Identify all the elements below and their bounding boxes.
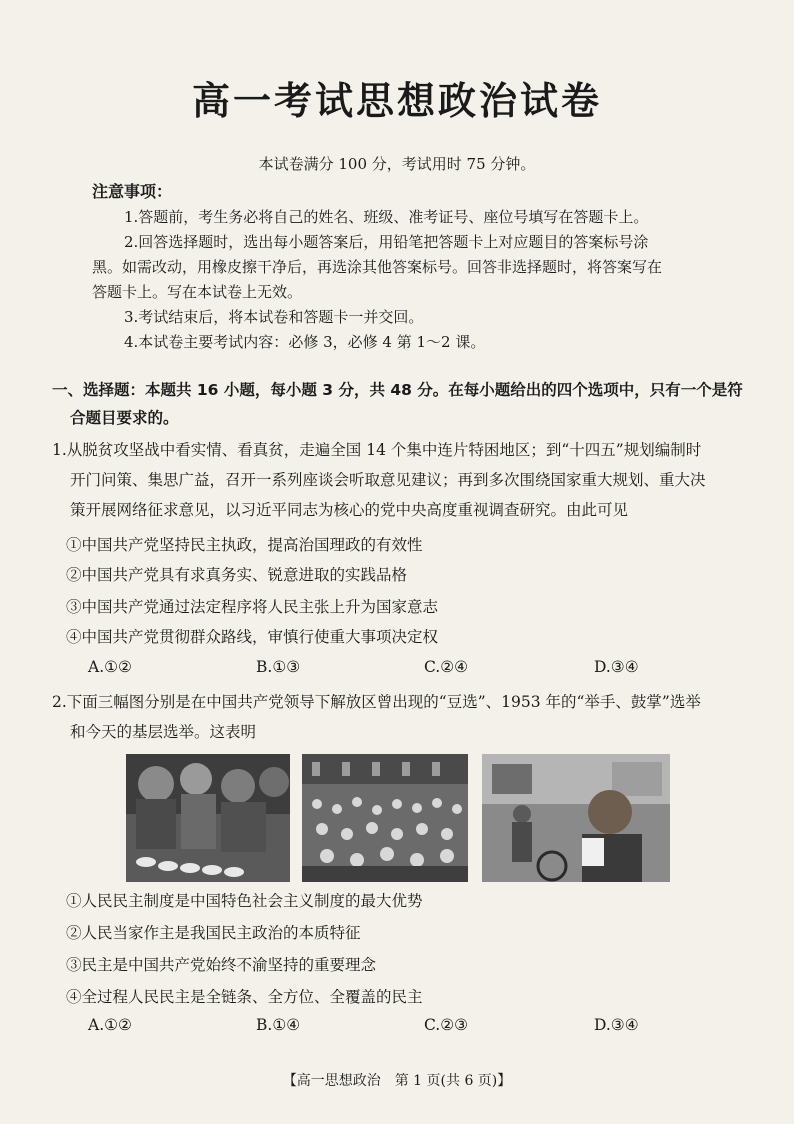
q1-stem: 策开展网络征求意见，以习近平同志为核心的党中央高度重视调查研究。由此可见 [70, 501, 629, 519]
q2-stem: 和今天的基层选举。这表明 [70, 723, 257, 741]
q2-option-c: C.②③ [424, 1016, 469, 1034]
notice-line: 黑。如需改动，用橡皮擦干净后，再选涂其他答案标号。回答非选择题时，将答案写在 [92, 258, 663, 276]
q1-item: ②中国共产党具有求真务实、锐意进取的实践品格 [66, 566, 408, 584]
notice-line: 4.本试卷主要考试内容：必修 3，必修 4 第 1～2 课。 [124, 333, 486, 351]
notice-line: 3.考试结束后，将本试卷和答题卡一并交回。 [124, 308, 424, 326]
photo-show-of-hands-vote [302, 754, 468, 882]
q1-option-c: C.②④ [424, 658, 469, 676]
photo-grassroots-election [482, 754, 670, 882]
q1-item: ①中国共产党坚持民主执政，提高治国理政的有效性 [66, 536, 423, 554]
photo-bean-vote [126, 754, 290, 882]
q2-item: ③民主是中国共产党始终不渝坚持的重要理念 [66, 956, 377, 974]
q2-stem: 2.下面三幅图分别是在中国共产党领导下解放区曾出现的“豆选”、1953 年的“举手、鼓掌”选举 [52, 693, 701, 711]
q1-item: ④中国共产党贯彻群众路线，审慎行使重大事项决定权 [66, 628, 439, 646]
q1-option-b: B.①③ [256, 658, 301, 676]
q2-item: ④全过程人民民主是全链条、全方位、全覆盖的民主 [66, 988, 423, 1006]
q2-option-a: A.①② [88, 1016, 132, 1034]
section-heading-cont: 合题目要求的。 [70, 409, 179, 427]
q1-option-a: A.①② [88, 658, 132, 676]
q2-option-b: B.①④ [256, 1016, 301, 1034]
notice-line: 1.答题前，考生务必将自己的姓名、班级、准考证号、座位号填写在答题卡上。 [124, 208, 649, 226]
q2-option-d: D.③④ [594, 1016, 639, 1034]
q1-stem: 开门问策、集思广益，召开一系列座谈会听取意见建议；再到多次围绕国家重大规划、重大决 [70, 471, 706, 489]
notice-line: 答题卡上。写在本试卷上无效。 [92, 283, 303, 301]
page-footer: 【高一思想政治 第 1 页(共 6 页)】 [282, 1073, 512, 1089]
exam-info: 本试卷满分 100 分，考试用时 75 分钟。 [258, 155, 536, 173]
q1-item: ③中国共产党通过法定程序将人民主张上升为国家意志 [66, 598, 439, 616]
notice-heading: 注意事项： [92, 182, 173, 201]
q2-item: ②人民当家作主是我国民主政治的本质特征 [66, 924, 361, 942]
section-heading: 一、选择题：本题共 16 小题，每小题 3 分，共 48 分。在每小题给出的四个选项中，只有一个是符 [52, 381, 743, 399]
q2-item: ①人民民主制度是中国特色社会主义制度的最大优势 [66, 892, 423, 910]
q1-stem: 1.从脱贫攻坚战中看实情、看真贫，走遍全国 14 个集中连片特困地区；到“十四五”规划编制时 [52, 441, 702, 459]
q1-option-d: D.③④ [594, 658, 639, 676]
notice-line: 2.回答选择题时，选出每小题答案后，用铅笔把答题卡上对应题目的答案标号涂 [124, 233, 649, 251]
page-title: 高一考试思想政治试卷 [191, 79, 602, 123]
